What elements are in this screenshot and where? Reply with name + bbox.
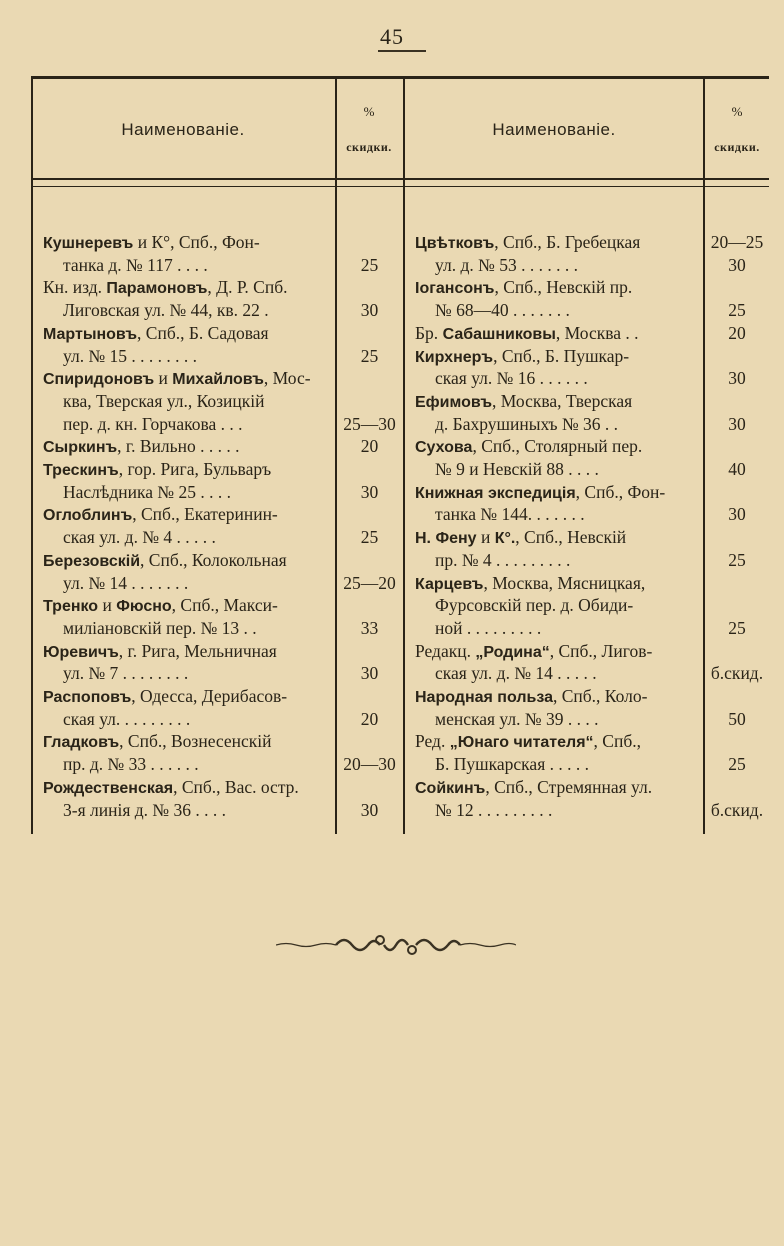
column-divider xyxy=(403,76,405,834)
entry-line: пер. д. кн. Горчакова . . . xyxy=(63,413,243,434)
discount-value: 20 xyxy=(728,322,746,343)
discount-value: б.скид. xyxy=(710,799,764,820)
entry-text: , Спб., Коло- xyxy=(552,686,648,706)
discount-value: 25—30 xyxy=(343,413,396,434)
publisher-name: Ефимовъ xyxy=(415,393,493,411)
entry-text: и xyxy=(476,527,495,548)
entry-line: менская ул. № 39 . . . . xyxy=(435,708,599,729)
publisher-name: Березовскій xyxy=(43,552,141,570)
entry-line: танка № 144. . . . . . . xyxy=(435,504,585,525)
entry-line xyxy=(43,322,333,344)
publisher-name: Сойкинъ xyxy=(415,779,486,797)
publisher-name: Сыркинъ xyxy=(43,439,118,457)
discount-value: 40 xyxy=(728,459,746,479)
entry-text: , Спб., Б. Пушкар- xyxy=(493,345,630,366)
publisher-name: Трескинъ xyxy=(43,462,119,479)
entry-line: ул. № 7 . . . . . . . . xyxy=(63,663,189,684)
page-number: 45 xyxy=(380,24,404,49)
discount-word: скидки. xyxy=(714,140,760,154)
entry-text: и xyxy=(98,595,117,616)
discount-value: 30 xyxy=(360,481,379,502)
entry-text: , Спб., Екатеринин- xyxy=(132,504,278,525)
entry-line: ская ул. . . . . . . . . xyxy=(63,708,191,729)
entry-line: д. Бахрушиныхъ № 36 . . xyxy=(435,413,619,434)
entry-line: танка д. № 117 . . . . xyxy=(63,254,208,275)
entry-line xyxy=(415,640,703,662)
discount-value: 25 xyxy=(360,527,379,548)
entry-line: ной . . . . . . . . . xyxy=(435,617,542,638)
entry-text: , Спб., Вас. остр. xyxy=(173,776,299,797)
discount-value: 30 xyxy=(728,254,746,275)
publisher-name: Народная польза xyxy=(415,689,553,706)
entry-line xyxy=(415,526,703,548)
percent-symbol: % xyxy=(731,104,743,119)
entry-line xyxy=(415,685,703,707)
entry-line: пр. д. № 33 . . . . . . xyxy=(63,754,199,775)
discount-value: 20—25 xyxy=(710,232,764,252)
entry-line xyxy=(43,276,333,298)
entry-line: № 68—40 . . . . . . . xyxy=(435,300,570,321)
entry-text: , Спб., Макси- xyxy=(171,595,278,616)
publisher-name: Мартыновъ xyxy=(43,325,138,343)
entry-text: , Спб., Стремянная ул. xyxy=(485,776,653,797)
discount-value: 20—30 xyxy=(343,754,396,775)
entry-line xyxy=(415,572,703,594)
publisher-name: Книжная экспедиція xyxy=(415,484,576,502)
entry-text: , Спб., xyxy=(593,731,641,752)
discount-value: 30 xyxy=(728,504,746,525)
ornament-divider-icon xyxy=(276,930,516,960)
header-discount-right xyxy=(705,76,769,155)
entry-text: , Спб., Невскій пр. xyxy=(494,277,633,298)
discount-value: 25 xyxy=(360,345,379,366)
header-name-left: Наименованіе. xyxy=(121,120,245,139)
publisher-name: Карцевъ xyxy=(415,575,484,593)
entry-text: , Мос- xyxy=(263,368,311,389)
discount-value: 30 xyxy=(728,413,746,434)
entry-line xyxy=(43,685,333,707)
percent-symbol: % xyxy=(363,104,375,119)
entry-line: пр. № 4 . . . . . . . . . xyxy=(435,549,571,570)
publisher-name: Оглоблинъ xyxy=(43,507,133,525)
entry-text: , г. Рига, Мельничная xyxy=(118,640,277,661)
entry-line: ул. № 15 . . . . . . . . xyxy=(63,345,198,366)
page-number-rule xyxy=(378,50,426,52)
discount-value: 30 xyxy=(360,799,379,820)
entry-text: , г. Вильно . . . . . xyxy=(117,436,240,457)
publisher-name: Рождественская xyxy=(43,779,174,797)
entry-line: ул. № 14 . . . . . . . xyxy=(63,572,189,593)
entry-text: , Спб., Фон- xyxy=(575,481,666,502)
publisher-name: Юревичъ xyxy=(43,643,119,661)
entry-line: 3-я линія д. № 36 . . . . xyxy=(63,799,226,820)
entry-line xyxy=(415,322,703,344)
entry-line xyxy=(43,231,333,253)
entry-text: , гор. Рига, Бульваръ xyxy=(118,459,272,479)
publisher-name: Кирхнеръ xyxy=(415,348,494,366)
publisher-name: Цвѣтковъ xyxy=(415,235,495,252)
entry-line xyxy=(415,481,703,503)
entry-line: Лиговская ул. № 44, кв. 22 . xyxy=(63,300,269,321)
entry-text: , Москва, Мясницкая, xyxy=(483,572,646,593)
entry-line xyxy=(43,367,333,389)
discount-value: 25 xyxy=(360,254,379,275)
discount-value: 30 xyxy=(728,368,746,389)
publisher-name: Распоповъ xyxy=(43,689,132,706)
entry-line xyxy=(415,730,703,752)
entry-line xyxy=(415,276,703,298)
entry-prefix: Кн. изд. xyxy=(43,277,107,298)
entry-text: , Одесса, Дерибасов- xyxy=(131,686,288,706)
publisher-name: Михайловъ xyxy=(172,371,264,389)
entry-line: № 9 и Невскій 88 . . . . xyxy=(435,459,599,479)
discount-value: 25 xyxy=(728,549,746,570)
entry-text: и К°, Спб., Фон- xyxy=(133,232,260,252)
discount-value: 25 xyxy=(728,617,746,638)
publisher-name: Кушнеревъ xyxy=(43,235,134,252)
discount-value: 25 xyxy=(728,754,746,775)
entry-line xyxy=(415,435,703,457)
publisher-name: Спиридоновъ xyxy=(43,371,155,389)
table-header-rule xyxy=(31,178,769,187)
publisher-name: Тренко xyxy=(43,598,99,616)
entry-line xyxy=(43,776,333,798)
publisher-name: Іогансонъ xyxy=(415,280,495,298)
entry-line: ул. д. № 53 . . . . . . . xyxy=(435,254,578,275)
entry-prefix: Бр. xyxy=(415,322,443,343)
table-border-left xyxy=(31,76,33,834)
entry-line: ская ул. № 16 . . . . . . xyxy=(435,368,588,389)
entry-prefix: Редакц. xyxy=(415,640,476,661)
entry-line xyxy=(415,231,703,253)
entry-line xyxy=(415,776,703,798)
entry-text: , Спб., Вознесенскій xyxy=(119,731,272,752)
publisher-name: Сухова xyxy=(415,439,473,457)
entry-text: , Спб., Б. Гребецкая xyxy=(494,232,641,252)
entry-line: ская ул. д. № 4 . . . . . xyxy=(63,527,216,548)
price-table xyxy=(31,76,769,834)
discount-value: 33 xyxy=(360,617,379,638)
entry-line: Б. Пушкарская . . . . . xyxy=(435,754,589,775)
entry-line xyxy=(43,730,333,752)
discount-value: 25—20 xyxy=(343,572,396,593)
publisher-name: „Юнаго читателя“ xyxy=(449,734,594,752)
entry-text: , Спб., Лигов- xyxy=(549,640,653,661)
entry-text: , Москва . . xyxy=(555,322,639,343)
publisher-name: Гладковъ xyxy=(43,734,120,752)
entry-prefix: Ред. xyxy=(415,731,450,752)
publisher-name: Н. Фену xyxy=(415,530,477,548)
publisher-name: Сабашниковы xyxy=(442,325,556,343)
entry-line xyxy=(43,503,333,525)
entry-line: № 12 . . . . . . . . . xyxy=(435,799,553,820)
entry-text: , Спб., Столярный пер. xyxy=(472,436,643,457)
discount-value: 30 xyxy=(360,663,379,684)
entry-line: Фурсовскій пер. д. Обиди- xyxy=(435,595,634,616)
entry-line xyxy=(415,390,703,412)
entry-text: , Д. Р. Спб. xyxy=(207,277,288,298)
entry-text: , Спб., Невскій xyxy=(515,527,627,548)
entry-line xyxy=(415,345,703,367)
header-discount-left xyxy=(335,76,403,155)
discount-value: 25 xyxy=(728,300,746,321)
entry-text: , Спб., Колокольная xyxy=(140,549,287,570)
publisher-name: Парамоновъ xyxy=(106,280,208,298)
entry-line: ква, Тверская ул., Козицкій xyxy=(63,390,265,411)
discount-value: 20 xyxy=(360,708,379,729)
entry-line: Наслѣдника № 25 . . . . xyxy=(63,481,231,502)
publisher-name: „Родина“ xyxy=(475,643,550,661)
entry-text: и xyxy=(154,368,173,389)
publisher-name: Фюсно xyxy=(116,598,172,616)
entry-text: , Москва, Тверская xyxy=(492,390,633,411)
entry-line xyxy=(43,594,333,616)
discount-value: 30 xyxy=(360,300,379,321)
discount-word: скидки. xyxy=(346,140,392,154)
entry-line: миліановскій пер. № 13 . . xyxy=(63,617,257,638)
header-name-right: Наименованіе. xyxy=(492,120,616,139)
discount-value: 50 xyxy=(728,708,746,729)
entry-text: , Спб., Б. Садовая xyxy=(137,322,269,343)
entry-line xyxy=(43,549,333,571)
entry-line xyxy=(43,435,333,457)
entry-line xyxy=(43,458,333,480)
entry-line xyxy=(43,640,333,662)
entry-line: ская ул. д. № 14 . . . . . xyxy=(435,663,597,684)
discount-value: б.скид. xyxy=(710,663,764,684)
publisher-name: К°. xyxy=(494,530,516,548)
discount-value: 20 xyxy=(360,436,379,457)
